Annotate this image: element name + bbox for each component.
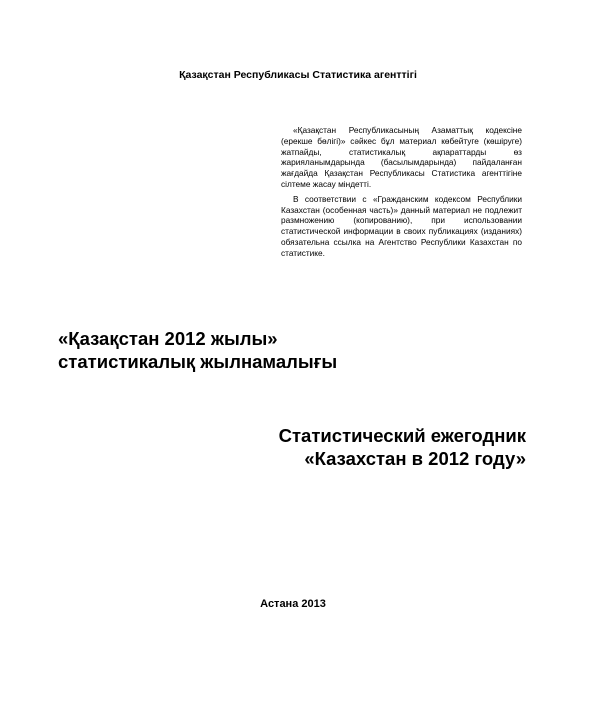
title-russian-line1: Статистический ежегодник — [278, 425, 526, 446]
agency-name: Қазақстан Республикасы Статистика агенттігі — [179, 69, 417, 81]
title-kazakh-line2: статистикалық жылнамалығы — [58, 351, 338, 372]
publication-place-year: Астана 2013 — [260, 598, 326, 610]
title-russian — [180, 424, 526, 470]
copyright-notice-kz: «Қазақстан Республикасының Азаматтық кодексіне (ерекше бөлігі)» сәйкес бұл материал көбейтуге (көшіруге) жатпайды, статистикалық ақпараттарды өз жарияланымдарында (басылымдарында) пайдаланған жағдайда Қазақстан Республикасы Статистика агенттігіне сілтеме жасау міндетті. — [281, 125, 522, 189]
title-kazakh-line1: «Қазақстан 2012 жылы» — [58, 328, 278, 349]
copyright-notice-ru: В соответствии с «Гражданским кодексом Республики Казахстан (особенная часть)» данный материал не подлежит размножению (копированию), при использовании статистической информации в своих публикациях (изданиях) обязательна ссылка на Агентство Республики Казахстан по статистике. — [281, 193, 522, 258]
copyright-notice — [281, 125, 522, 263]
title-russian-line2: «Казахстан в 2012 году» — [304, 448, 526, 469]
title-kazakh — [58, 327, 478, 373]
